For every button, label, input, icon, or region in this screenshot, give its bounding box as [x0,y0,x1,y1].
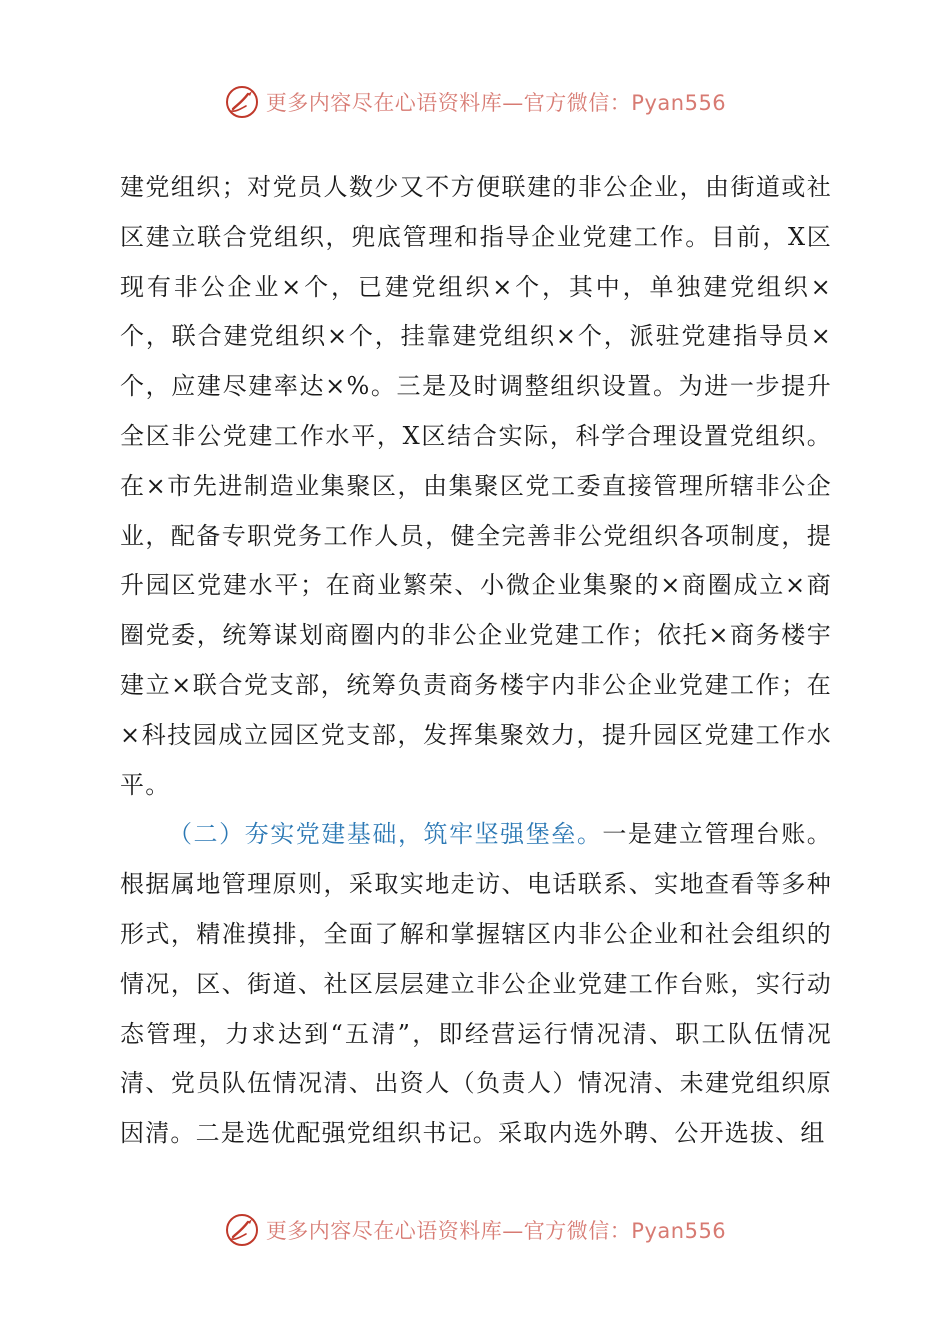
watermark-text: 更多内容尽在心语资料库—官方微信：Pyan556 [265,91,727,115]
pen-logo-icon [224,84,260,120]
pen-logo-icon [224,1212,260,1248]
paragraph-section-two [120,810,832,1159]
section-body-text: 一是建立管理台账。根据属地管理原则，采取实地走访、电话联系、实地查看等多种形式，精准摸排，全面了解和掌握辖区内非公企业和社会组织的情况，区、街道、社区层层建立非公企业党建工作台账，实行动态管理，力求达到“五清”，即经营运行情况清、职工队伍情况清、党员队伍情况清、出资人（负责人）情况清、未建党组织原因清。二是选优配强党组织书记。采取内选外聘、公开选拔、组 [120,820,832,1148]
footer-watermark [0,1210,950,1250]
document-body [120,163,832,1159]
header-watermark [0,82,950,122]
paragraph-continuation: 建党组织；对党员人数少又不方便联建的非公企业，由街道或社区建立联合党组织，兜底管理和指导企业党建工作。目前，X区现有非公企业×个，已建党组织×个，其中，单独建党组织×个，联合建党组织×个，挂靠建党组织×个，派驻党建指导员×个，应建尽建率达×%。三是及时调整组织设置。为进一步提升全区非公党建工作水平，X区结合实际，科学合理设置党组织。在×市先进制造业集聚区，由集聚区党工委直接管理所辖非公企业，配备专职党务工作人员，健全完善非公党组织各项制度，提升园区党建水平；在商业繁荣、小微企业集聚的×商圈成立×商圈党委，统筹谋划商圈内的非公企业党建工作；依托×商务楼宇建立×联合党支部，统筹负责商务楼宇内非公企业党建工作；在×科技园成立园区党支部，发挥集聚效力，提升园区党建工作水平。 [120,173,832,799]
watermark-text: 更多内容尽在心语资料库—官方微信：Pyan556 [265,1219,727,1243]
section-heading: （二）夯实党建基础，筑牢坚强堡垒。 [168,820,603,849]
